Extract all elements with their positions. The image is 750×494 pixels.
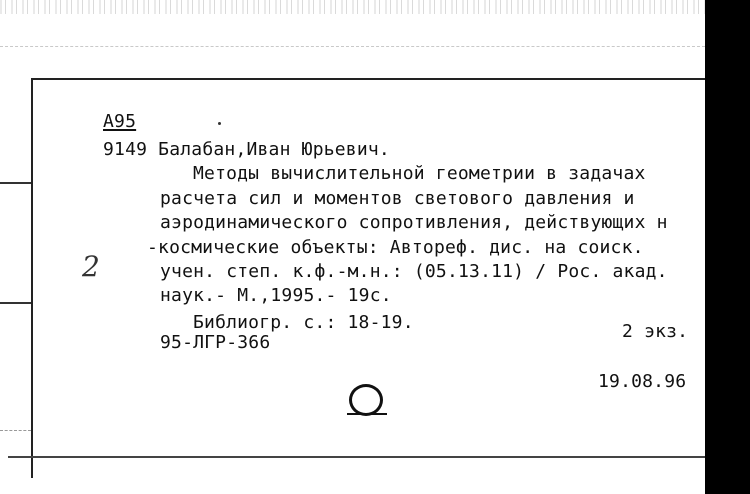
title-line: Методы вычислительной геометрии в задачах [193,163,646,184]
scan-edge-bar [705,0,750,494]
stamp-underline [347,413,387,415]
scan-top-strip [0,0,705,14]
title-line: аэродинамического сопротивления, действующих н [160,212,668,233]
imprint-line: наук.- М.,1995.- 19с. [160,285,392,306]
ink-dot [218,122,221,125]
title-line: расчета сил и моментов светового давления и [160,188,635,209]
shelfmark: A95 [103,111,137,132]
date-stamp: 19.08.96 [598,371,687,392]
bibliography-note: Библиогр. с.: 18-19. [193,312,414,333]
handwritten-margin-mark: 2 [82,250,100,283]
description-line: -космические объекты: Автореф. дис. на соиск. [147,237,644,258]
left-edge-mark [0,302,31,304]
left-edge-mark [0,182,31,184]
description-line: учен. степ. к.ф.-м.н.: (05.13.11) / Рос. акад. [160,261,668,282]
scan-dashed-line [0,46,705,47]
card-bottom-line [8,456,705,458]
left-edge-dash [0,430,31,431]
circle-stamp-icon [349,384,383,416]
entry-heading: 9149 Балабан,Иван Юрьевич. [103,139,390,160]
catalog-number: 95-ЛГР-366 [160,332,271,353]
copies-count: 2 экз. [622,321,689,342]
